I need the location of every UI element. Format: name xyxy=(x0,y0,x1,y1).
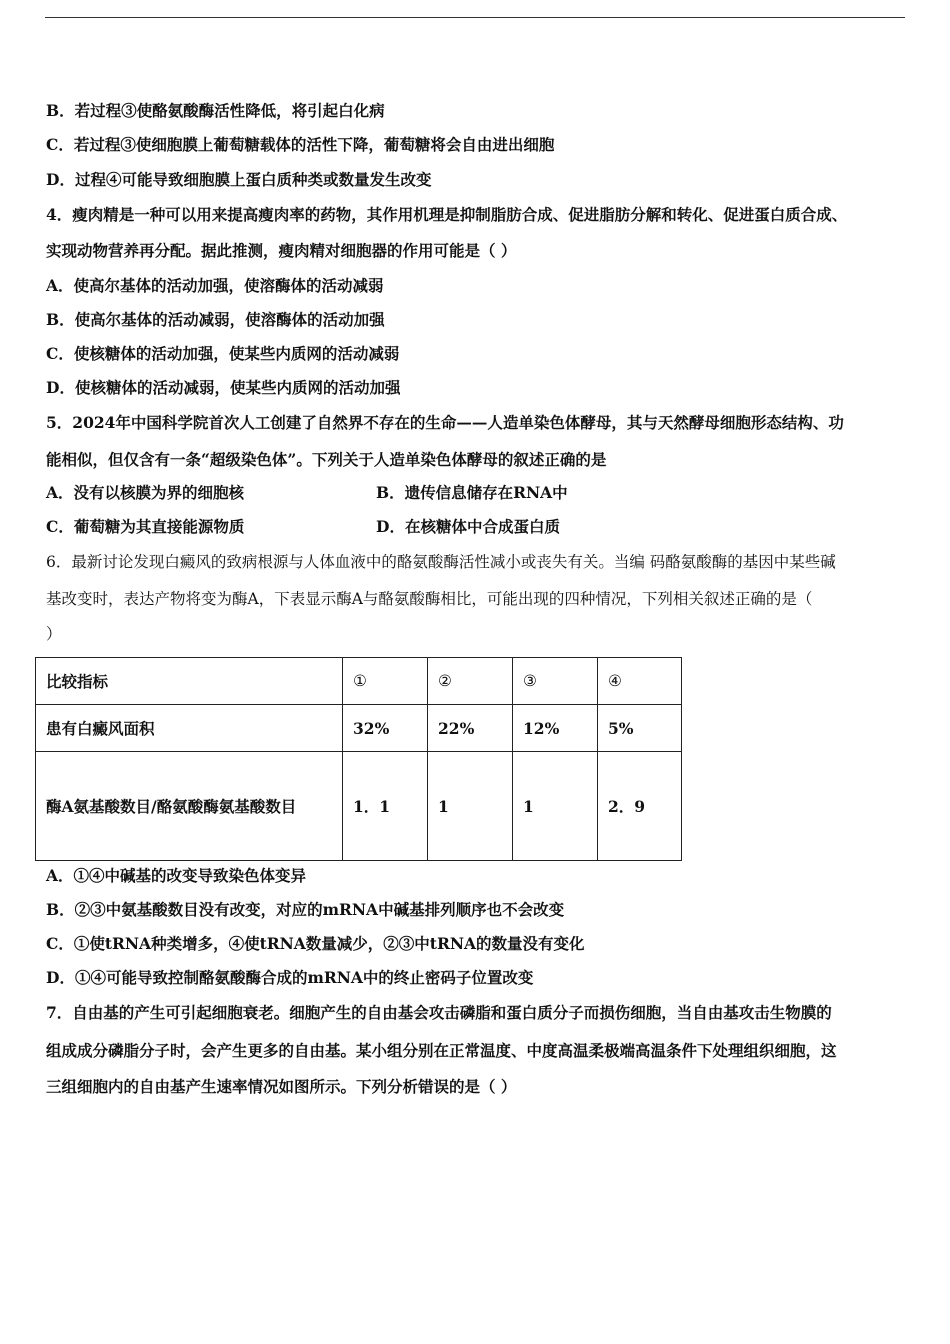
q5-stem-line2: 能相似，但仅含有一条“超级染色体”。下列关于人造单染色体酵母的叙述正确的是 xyxy=(46,450,607,469)
q6-stem-line2: 基改变时，表达产物将变为酶A，下表显示酶A与酪氨酸酶相比，可能出现的四种情况，下列相关叙述正确的是（ xyxy=(46,590,813,608)
q7-stem-line2: 组成成分磷脂分子时，会产生更多的自由基。某小组分别在正常温度、中度高温柔极端高温条件下处理组织细胞，这 xyxy=(46,1041,837,1060)
q5-option-a: A．没有以核膜为界的细胞核 xyxy=(46,483,245,502)
table-cell: 患有白癜风面积 xyxy=(36,705,343,752)
q4-option-d: D．使核糖体的活动减弱，使某些内质网的活动加强 xyxy=(46,378,401,397)
table-cell: 酶A氨基酸数目/酪氨酸酶氨基酸数目 xyxy=(36,752,343,861)
q4-option-a: A．使高尔基体的活动加强，使溶酶体的活动减弱 xyxy=(46,276,384,295)
table-cell: 12% xyxy=(513,705,598,752)
q3-option-c: C．若过程③使细胞膜上葡萄糖载体的活性下降，葡萄糖将会自由进出细胞 xyxy=(46,135,555,154)
q6-option-c: C．①使tRNA种类增多，④使tRNA数量减少，②③中tRNA的数量没有变化 xyxy=(46,934,585,953)
q6-option-a: A．①④中碱基的改变导致染色体变异 xyxy=(46,866,307,885)
table-row xyxy=(36,705,682,752)
table-cell: 5% xyxy=(598,705,682,752)
table-cell: ① xyxy=(343,658,428,705)
comparison-table xyxy=(35,657,682,861)
table-cell: 32% xyxy=(343,705,428,752)
table-cell: ② xyxy=(428,658,513,705)
table-cell: 1 xyxy=(513,752,598,861)
q7-stem-line1: 7．自由基的产生可引起细胞衰老。细胞产生的自由基会攻击磷脂和蛋白质分子而损伤细胞，当自由基攻击生物膜的 xyxy=(46,1003,832,1022)
table-cell: 22% xyxy=(428,705,513,752)
table-cell: 2．9 xyxy=(598,752,682,861)
q3-option-d: D．过程④可能导致细胞膜上蛋白质种类或数量发生改变 xyxy=(46,170,432,189)
table-row xyxy=(36,752,682,861)
q3-option-b: B．若过程③使酪氨酸酶活性降低，将引起白化病 xyxy=(46,101,385,120)
q5-option-d: D．在核糖体中合成蛋白质 xyxy=(376,517,560,536)
q7-stem-line3: 三组细胞内的自由基产生速率情况如图所示。下列分析错误的是（ ） xyxy=(46,1077,517,1096)
table-cell: 1．1 xyxy=(343,752,428,861)
q5-option-b: B．遗传信息储存在RNA中 xyxy=(376,483,568,502)
table-cell: ④ xyxy=(598,658,682,705)
header-rule xyxy=(45,17,905,18)
q6-stem-line3: ） xyxy=(46,625,62,643)
q6-stem-line1: 6．最新讨论发现白癜风的致病根源与人体血液中的酪氨酸酶活性减小或丧失有关。当编 码酪氨酸酶的基因中某些碱 xyxy=(46,553,836,571)
q4-stem-line2: 实现动物营养再分配。据此推测，瘦肉精对细胞器的作用可能是（ ） xyxy=(46,241,517,260)
q4-option-c: C．使核糖体的活动加强，使某些内质网的活动减弱 xyxy=(46,344,400,363)
table-cell: 1 xyxy=(428,752,513,861)
q4-stem-line1: 4．瘦肉精是一种可以用来提高瘦肉率的药物，其作用机理是抑制脂肪合成、促进脂肪分解和转化、促进蛋白质合成、 xyxy=(46,205,848,224)
q6-option-b: B．②③中氨基酸数目没有改变，对应的mRNA中碱基排列顺序也不会改变 xyxy=(46,900,565,919)
table-cell: 比较指标 xyxy=(36,658,343,705)
q5-stem-line1: 5．2024年中国科学院首次人工创建了自然界不存在的生命——人造单染色体酵母，其与天然酵母细胞形态结构、功 xyxy=(46,413,844,432)
table-header-row xyxy=(36,658,682,705)
q4-option-b: B．使高尔基体的活动减弱，使溶酶体的活动加强 xyxy=(46,310,385,329)
q6-option-d: D．①④可能导致控制酪氨酸酶合成的mRNA中的终止密码子位置改变 xyxy=(46,968,534,987)
q5-option-c: C．葡萄糖为其直接能源物质 xyxy=(46,517,245,536)
table-cell: ③ xyxy=(513,658,598,705)
